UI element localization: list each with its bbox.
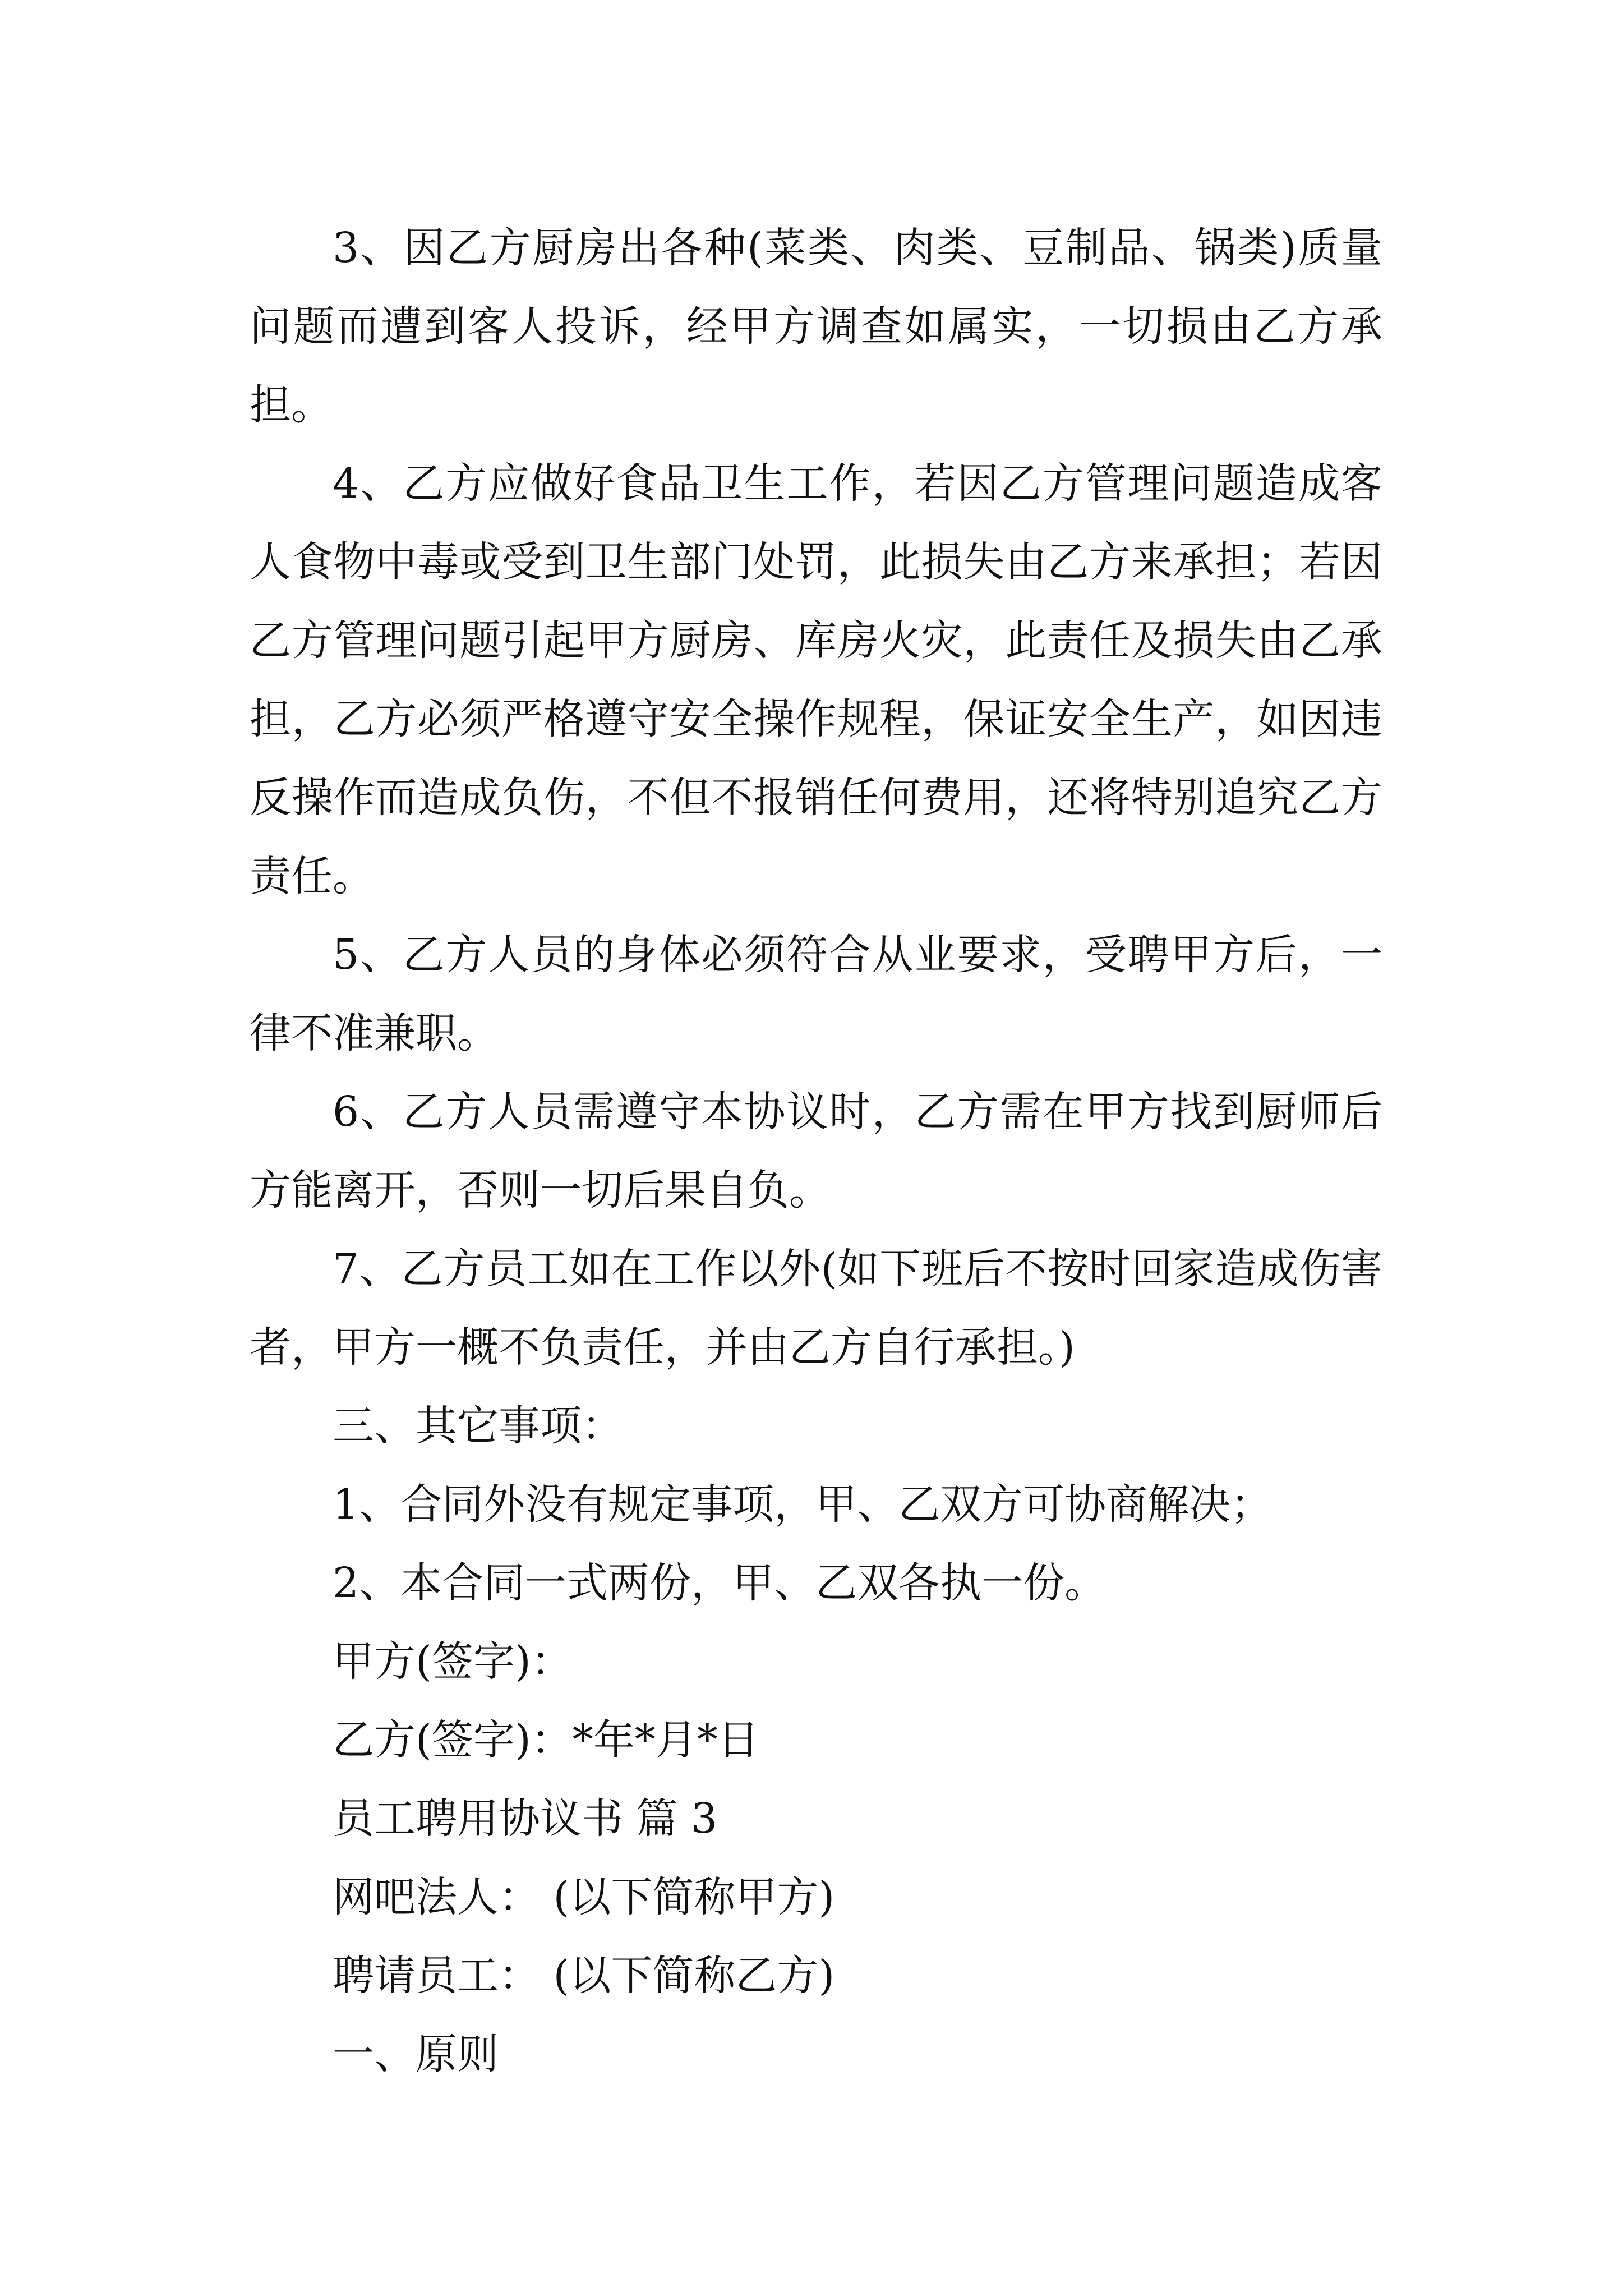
party-b-line: 聘请员工： (以下简称乙方) [333,1952,835,2000]
document-body [250,209,1382,2093]
clause-6: 6、乙方人员需遵守本协议时，乙方需在甲方找到厨师后方能离开，否则一切后果自负。 [250,1088,1382,1214]
section-heading-other-matters: 三、其它事项： [333,1402,623,1450]
party-a-line: 网吧法人： (以下简称甲方) [333,1873,835,1921]
clause-7: 7、乙方员工如在工作以外(如下班后不按时回家造成伤害者，甲方一概不负责任，并由乙方自行承担。) [250,1245,1382,1372]
agreement-title: 员工聘用协议书 篇 3 [333,1795,718,1843]
clause-4: 4、乙方应做好食品卫生工作，若因乙方管理问题造成客人食物中毒或受到卫生部门处罚，此损失由乙方来承担；若因乙方管理问题引起甲方厨房、库房火灾，此责任及损失由乙承担，乙方必须严格遵守安全操作规程，保证安全生产，如因违反操作而造成负伤，不但不报销任何费用，还将特别追究乙方责任。 [250,459,1382,900]
other-matters-item-1: 1、合同外没有规定事项，甲、乙双方可协商解决； [333,1480,1272,1529]
clause-5: 5、乙方人员的身体必须符合从业要求，受聘甲方后，一律不准兼职。 [250,931,1382,1057]
other-matters-item-2: 2、本合同一式两份，甲、乙双各执一份。 [333,1559,1106,1607]
clause-3: 3、因乙方厨房出各种(菜类、肉类、豆制品、锅类)质量问题而遭到客人投诉，经甲方调查如属实，一切损由乙方承担。 [250,224,1382,429]
party-a-signature-line: 甲方(签字)： [333,1637,573,1686]
section-heading-principles: 一、原则 [333,2030,499,2078]
party-b-signature-date-line: 乙方(签字)：*年*月*日 [333,1716,759,1764]
